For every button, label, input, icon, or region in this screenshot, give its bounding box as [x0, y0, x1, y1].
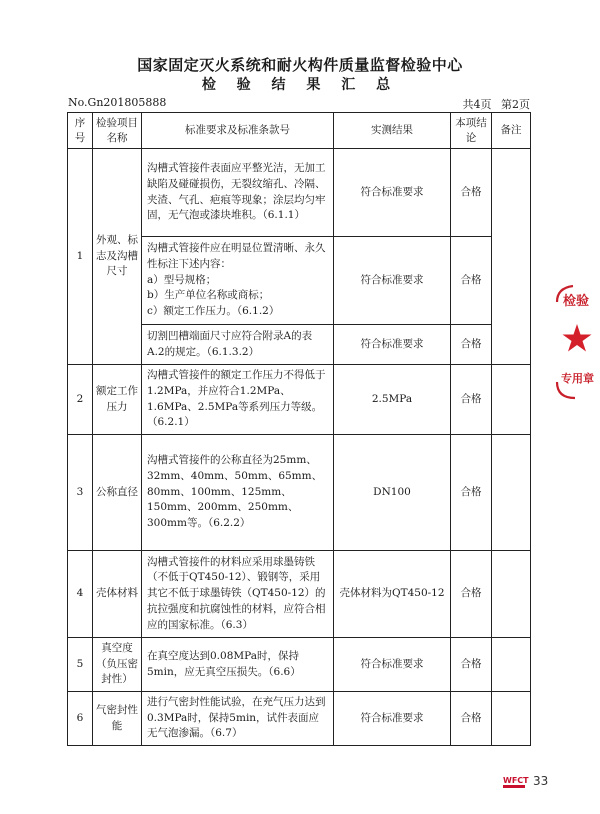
row-no: 1	[68, 149, 93, 365]
row-no: 6	[68, 692, 93, 746]
row-result: DN100	[334, 435, 451, 551]
row-conclusion: 合格	[451, 551, 492, 638]
row-item: 真空度（负压密封性）	[93, 638, 142, 692]
row-remark	[492, 365, 531, 435]
row-conclusion: 合格	[451, 149, 492, 237]
col-header-conclusion: 本项结论	[451, 113, 492, 149]
row-result: 壳体材料为QT450-12	[334, 551, 451, 638]
logo-underline	[503, 785, 525, 788]
row-requirement: 进行气密封性能试验，在充气压力达到0.3MPa时，保持5min，试件表面应无气泡渗漏。（6.7）	[142, 692, 334, 746]
page-info	[457, 96, 531, 112]
col-header-requirement: 标准要求及标准条款号	[142, 113, 334, 149]
row-requirement: 在真空度达到0.08MPa时，保持5min，应无真空压损失。（6.6）	[142, 638, 334, 692]
total-pages: 共4页	[462, 98, 492, 111]
col-header-no: 序号	[68, 113, 93, 149]
wfct-logo: WFCT	[503, 776, 529, 785]
row-result: 符合标准要求	[334, 692, 451, 746]
document-subtitle: 检 验 结 果 汇 总	[201, 77, 399, 93]
row-result: 2.5MPa	[334, 365, 451, 435]
row-requirement: 沟槽式管接件的材料应采用球墨铸铁（不低于QT450-12）、锻钢等，采用其它不低于球墨铸铁（QT450-12）的抗拉强度和抗腐蚀性的材料，应符合相应的国家标准。（6.3）	[142, 551, 334, 638]
row-conclusion: 合格	[451, 638, 492, 692]
table-row	[68, 551, 531, 638]
row-no: 5	[68, 638, 93, 692]
page-number: 33	[533, 774, 549, 788]
col-header-item: 检验项目名称	[93, 113, 142, 149]
stamp-text-bottom: 专用章	[561, 372, 594, 385]
row-result: 符合标准要求	[334, 149, 451, 237]
row-requirement: 切割凹槽端面尺寸应符合附录A的表A.2的规定。（6.1.3.2）	[142, 325, 334, 365]
row-conclusion: 合格	[451, 365, 492, 435]
row-result: 符合标准要求	[334, 325, 451, 365]
col-header-remark: 备注	[492, 113, 531, 149]
inspection-stamp	[553, 282, 600, 402]
document-title: 国家固定灭火系统和耐火构件质量监督检验中心	[137, 56, 463, 74]
table-row	[68, 149, 531, 237]
row-item: 公称直径	[93, 435, 142, 551]
row-item: 外观、标志及沟槽尺寸	[93, 149, 142, 365]
stamp-text-top: 检验	[563, 294, 590, 309]
row-remark	[492, 149, 531, 365]
current-page: 第2页	[501, 98, 530, 111]
report-number: No.Gn201805888	[68, 96, 167, 109]
table-row	[68, 638, 531, 692]
table-row	[68, 365, 531, 435]
col-header-result: 实测结果	[334, 113, 451, 149]
row-result: 符合标准要求	[334, 638, 451, 692]
row-requirement: 沟槽式管接件表面应平整光洁，无加工缺陷及碰碰损伤，无裂纹缩孔、冷隔、夹渣、气孔、疤痕等现象；涂层均匀牢固，无气泡或漆块堆积。（6.1.1）	[142, 149, 334, 237]
row-conclusion: 合格	[451, 325, 492, 365]
row-remark	[492, 692, 531, 746]
table-row	[68, 435, 531, 551]
row-requirement: 沟槽式管接件的公称直径为25mm、32mm、40mm、50mm、65mm、80mm、100mm、125mm、150mm、200mm、250mm、300mm等。（6.2.2）	[142, 435, 334, 551]
row-remark	[492, 435, 531, 551]
table-row	[68, 692, 531, 746]
row-no: 2	[68, 365, 93, 435]
row-conclusion: 合格	[451, 435, 492, 551]
row-remark	[492, 551, 531, 638]
row-item: 气密封性能	[93, 692, 142, 746]
row-no: 3	[68, 435, 93, 551]
row-no: 4	[68, 551, 93, 638]
star-icon	[563, 324, 592, 352]
table-header-row	[68, 113, 531, 149]
row-conclusion: 合格	[451, 237, 492, 325]
results-table	[67, 112, 531, 746]
row-conclusion: 合格	[451, 692, 492, 746]
row-item: 壳体材料	[93, 551, 142, 638]
row-item: 额定工作压力	[93, 365, 142, 435]
row-remark	[492, 638, 531, 692]
row-requirement: 沟槽式管接件的额定工作压力不得低于1.2MPa，并应符合1.2MPa、1.6MPa、2.5MPa等系列压力等级。（6.2.1）	[142, 365, 334, 435]
row-requirement: 沟槽式管接件应在明显位置清晰、永久性标注下述内容： a）型号规格； b）生产单位名称或商标； c）额定工作压力。（6.1.2）	[142, 237, 334, 325]
row-result: 符合标准要求	[334, 237, 451, 325]
